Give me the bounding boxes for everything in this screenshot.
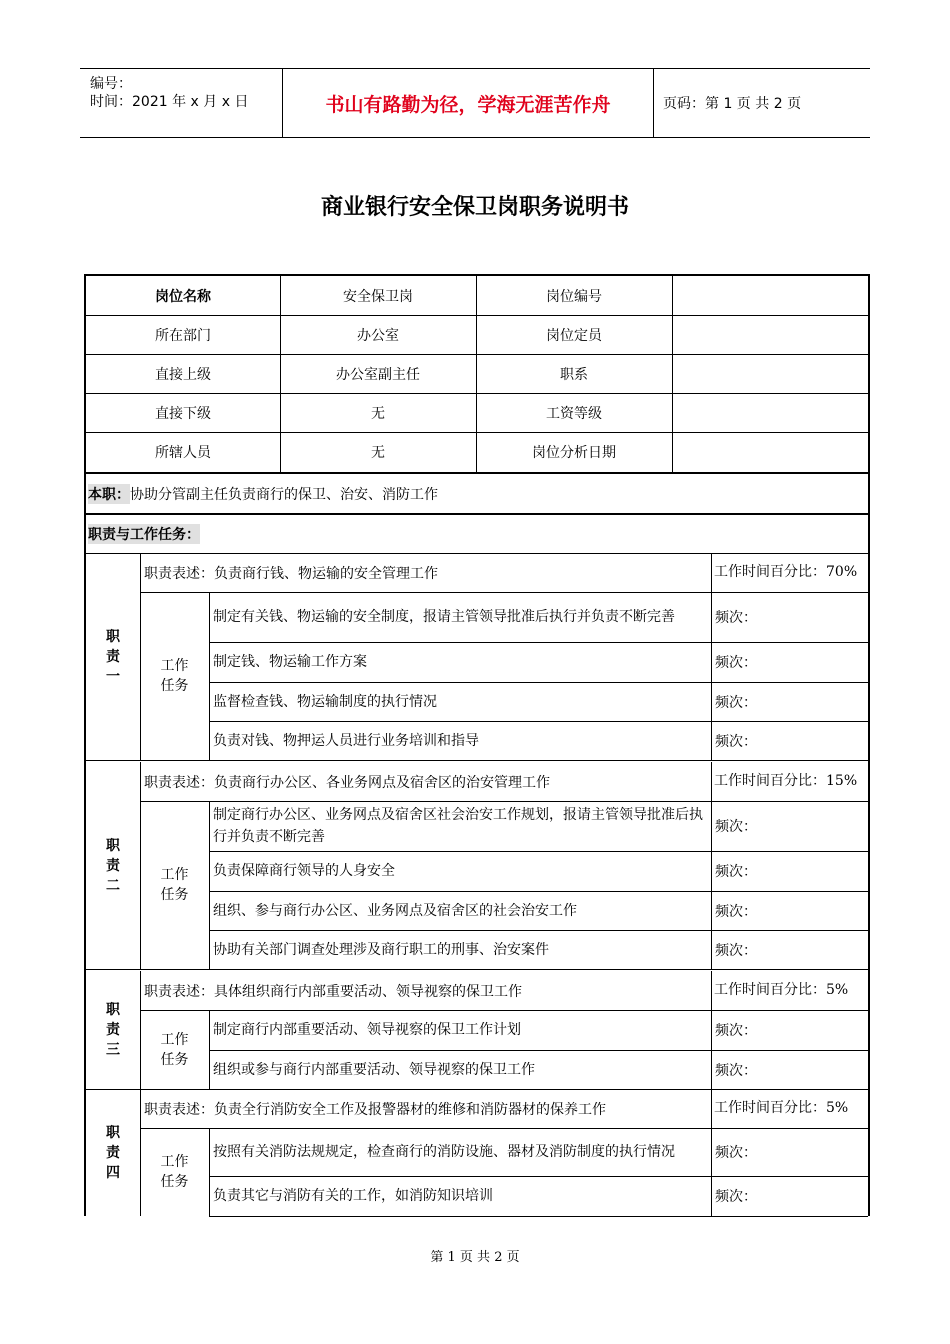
info-value-headcount [672,315,868,354]
info-label-superior: 直接上级 [155,366,211,383]
task-label: 工作 任务 [160,658,189,694]
info-label-department: 所在部门 [155,327,211,344]
task-text: 负责保障商行领导的人身安全 [213,863,395,879]
info-value-department: 办公室 [357,327,399,344]
duty-summary-text: 协助分管副主任负责商行的保卫、治安、消防工作 [130,486,438,503]
duty-description: 职责表述：负责商行钱、物运输的安全管理工作 [144,565,438,582]
task-frequency: 频次： [715,1189,757,1205]
page-info: 页码：第 1 页 共 2 页 [663,96,802,112]
duty-time-percentage: 工作时间百分比：15% [714,773,858,789]
duties-header-label: 职责与工作任务： [88,524,200,544]
duties-header [86,515,868,553]
page-title: 商业银行安全保卫岗职务说明书 [320,195,629,220]
task-frequency: 频次： [715,942,757,959]
task-text: 组织、参与商行办公区、业务网点及宿舍区的社会治安工作 [213,902,577,919]
info-label-analysis-date: 岗位分析日期 [532,445,616,461]
duty-summary-label: 本职： [88,484,130,504]
task-text: 负责其它与消防有关的工作，如消防知识培训 [213,1188,493,1204]
duty-name: 职 责 四 [106,1124,120,1181]
task-label: 工作 任务 [160,867,189,903]
info-value-job-family [672,354,868,393]
time-label: 时间：2021 年 x 月 x 日 [90,94,249,110]
header-meta [80,69,282,137]
task-frequency: 频次： [715,610,757,626]
task-frequency: 频次： [715,694,757,711]
task-text: 监督检查钱、物运输制度的执行情况 [213,693,437,710]
page-footer: 第 1 页 共 2 页 [430,1250,520,1265]
duty-time-percentage: 工作时间百分比：70% [714,564,858,580]
info-label-staff: 所辖人员 [155,445,211,461]
info-label-post-name: 岗位名称 [155,288,211,305]
duty-time-percentage: 工作时间百分比：5% [714,982,849,998]
duty-time-percentage: 工作时间百分比：5% [714,1100,849,1116]
task-frequency: 频次： [715,864,757,880]
task-text: 制定钱、物运输工作方案 [213,654,367,670]
document-header [80,68,870,138]
info-label-subordinate: 直接下级 [155,405,211,422]
duty-summary [86,474,868,513]
duty-description: 职责表述：具体组织商行内部重要活动、领导视察的保卫工作 [144,983,522,1000]
task-text: 负责对钱、物押运人员进行业务培训和指导 [213,732,479,749]
duty-name: 职 责 二 [106,837,120,894]
task-frequency: 频次： [715,903,757,920]
duty-description: 职责表述：负责全行消防安全工作及报警器材的维修和消防器材的保养工作 [144,1101,606,1118]
task-text: 制定有关钱、物运输的安全制度，报请主管领导批准后执行并负责不断完善 [213,609,675,625]
info-value-subordinate: 无 [371,405,385,422]
code-label: 编号： [90,76,132,92]
duty-name: 职 责 三 [106,1002,120,1058]
task-frequency: 频次： [715,733,757,750]
info-label-salary-grade: 工资等级 [546,405,602,422]
info-label-headcount: 岗位定员 [546,327,602,344]
task-frequency: 频次： [715,1023,757,1039]
info-value-post-number [672,276,868,315]
info-label-post-number: 岗位编号 [546,288,602,305]
task-text: 制定商行内部重要活动、领导视察的保卫工作计划 [213,1022,521,1038]
task-text: 制定商行办公区、业务网点及宿舍区社会治安工作规划，报请主管领导批准后执行并负责不断完善 [213,807,703,845]
duty-name: 职 责 一 [106,628,120,685]
task-frequency: 频次： [715,1062,757,1079]
info-value-salary-grade [672,393,868,432]
task-frequency: 频次： [715,655,757,671]
info-value-superior: 办公室副主任 [336,366,420,383]
task-text: 协助有关部门调查处理涉及商行职工的刑事、治安案件 [213,941,549,958]
task-frequency: 频次： [715,819,757,835]
motto: 书山有路勤为径，学海无涯苦作舟 [282,69,654,137]
task-label: 工作 任务 [160,1154,189,1190]
info-label-job-family: 职系 [560,366,588,383]
task-frequency: 频次： [715,1145,757,1161]
info-value-staff: 无 [371,445,385,461]
info-value-analysis-date [672,432,868,472]
task-text: 按照有关消防法规规定，检查商行的消防设施、器材及消防制度的执行情况 [213,1144,675,1160]
task-label: 工作 任务 [160,1031,189,1068]
duty-description: 职责表述：负责商行办公区、各业务网点及宿舍区的治安管理工作 [144,774,550,791]
info-value-post-name: 安全保卫岗 [343,288,413,305]
task-text: 组织或参与商行内部重要活动、领导视察的保卫工作 [213,1061,535,1078]
job-description-form [84,274,870,1216]
